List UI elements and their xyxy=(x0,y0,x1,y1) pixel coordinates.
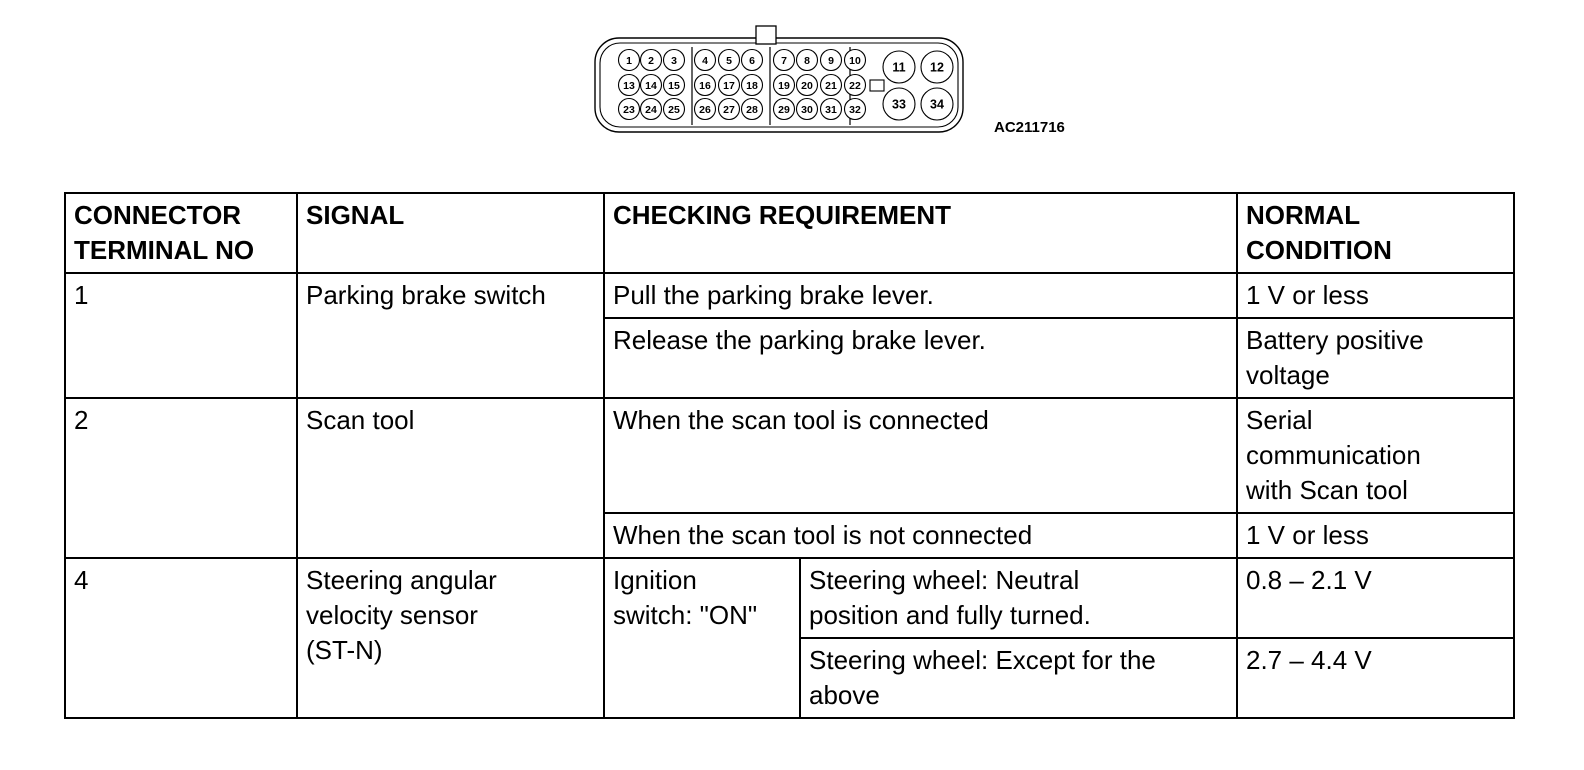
condition-cell xyxy=(1237,398,1514,513)
requirement-text: position and fully turned. xyxy=(809,600,1091,630)
requirement-cell xyxy=(800,558,1237,638)
header-signal: SIGNAL xyxy=(297,193,604,273)
connector-pin-label: 2 xyxy=(648,54,654,67)
condition-text: Battery positive xyxy=(1246,325,1424,355)
header-normal-condition xyxy=(1237,193,1514,273)
connector-pin-label: 30 xyxy=(801,103,813,116)
connector-pin-label: 13 xyxy=(623,79,635,92)
terminal-check-table xyxy=(64,192,1515,719)
condition-text: with Scan tool xyxy=(1246,475,1408,505)
connector-pin-label: 20 xyxy=(801,79,813,92)
connector-pin-label: 11 xyxy=(892,60,906,75)
connector-pin-label: 28 xyxy=(746,103,758,116)
connector-pin-label: 12 xyxy=(930,60,944,75)
connector-pin-label: 10 xyxy=(849,54,861,67)
connector-pin-label: 18 xyxy=(746,79,758,92)
connector-key-notch xyxy=(870,80,884,91)
table-row xyxy=(65,558,1514,638)
connector-pin-label: 7 xyxy=(781,54,787,67)
terminal-no-cell: 1 xyxy=(65,273,297,398)
condition-text: Serial xyxy=(1246,405,1313,435)
header-text: TERMINAL NO xyxy=(74,235,255,265)
figure-code: AC211716 xyxy=(994,119,1065,136)
header-text: NORMAL xyxy=(1246,200,1361,230)
signal-text: Steering angular xyxy=(306,565,497,595)
connector-lock-tab xyxy=(756,26,776,44)
sub-condition-cell xyxy=(604,558,800,718)
connector-pin-label: 32 xyxy=(849,103,861,116)
connector-pin-label: 21 xyxy=(825,79,837,92)
requirement-text: Steering wheel: Neutral xyxy=(809,565,1080,595)
requirement-text: above xyxy=(809,680,880,710)
connector-diagram xyxy=(594,25,974,137)
condition-text: communication xyxy=(1246,440,1421,470)
signal-text: (ST-N) xyxy=(306,635,383,665)
header-terminal-no xyxy=(65,193,297,273)
header-text: CONNECTOR xyxy=(74,200,242,230)
signal-cell: Scan tool xyxy=(297,398,604,558)
connector-pin-label: 19 xyxy=(778,79,790,92)
signal-text: velocity sensor xyxy=(306,600,478,630)
terminal-no-cell: 2 xyxy=(65,398,297,558)
connector-pin-label: 15 xyxy=(668,79,680,92)
connector-pin-label: 25 xyxy=(668,103,680,116)
connector-pin-label: 17 xyxy=(723,79,735,92)
condition-text: voltage xyxy=(1246,360,1330,390)
condition-cell: 1 V or less xyxy=(1237,273,1514,318)
requirement-cell: Pull the parking brake lever. xyxy=(604,273,1237,318)
connector-pin-label: 9 xyxy=(828,54,834,67)
connector-pin-label: 26 xyxy=(699,103,711,116)
sub-condition-text: switch: "ON" xyxy=(613,600,758,630)
header-text: CONDITION xyxy=(1246,235,1392,265)
connector-pin-label: 22 xyxy=(849,79,861,92)
connector-pin-label: 16 xyxy=(699,79,711,92)
sub-condition-text: Ignition xyxy=(613,565,697,595)
terminal-no-cell: 4 xyxy=(65,558,297,718)
table-row xyxy=(65,273,1514,318)
condition-cell: 0.8 – 2.1 V xyxy=(1237,558,1514,638)
condition-cell xyxy=(1237,318,1514,398)
connector-pin-label: 5 xyxy=(726,54,732,67)
requirement-cell xyxy=(800,638,1237,718)
connector-pin-label: 4 xyxy=(702,54,708,67)
table-header-row xyxy=(65,193,1514,273)
condition-cell: 1 V or less xyxy=(1237,513,1514,558)
connector-pin-label: 3 xyxy=(671,54,677,67)
connector-pin-label: 31 xyxy=(825,103,837,116)
connector-pin-label: 1 xyxy=(626,54,632,67)
connector-pin-label: 33 xyxy=(892,97,906,112)
header-checking-requirement: CHECKING REQUIREMENT xyxy=(604,193,1237,273)
connector-pin-label: 29 xyxy=(778,103,790,116)
connector-pin-label: 14 xyxy=(645,79,657,92)
connector-pin-label: 8 xyxy=(804,54,810,67)
connector-pin-label: 23 xyxy=(623,103,635,116)
table-row xyxy=(65,398,1514,513)
requirement-text: Steering wheel: Except for the xyxy=(809,645,1156,675)
signal-cell: Parking brake switch xyxy=(297,273,604,398)
requirement-cell: Release the parking brake lever. xyxy=(604,318,1237,398)
connector-pin-label: 24 xyxy=(645,103,657,116)
signal-cell xyxy=(297,558,604,718)
connector-pin-label: 27 xyxy=(723,103,735,116)
connector-pin-label: 34 xyxy=(930,97,944,112)
requirement-cell: When the scan tool is connected xyxy=(604,398,1237,513)
requirement-cell: When the scan tool is not connected xyxy=(604,513,1237,558)
condition-cell: 2.7 – 4.4 V xyxy=(1237,638,1514,718)
connector-pin-label: 6 xyxy=(749,54,755,67)
